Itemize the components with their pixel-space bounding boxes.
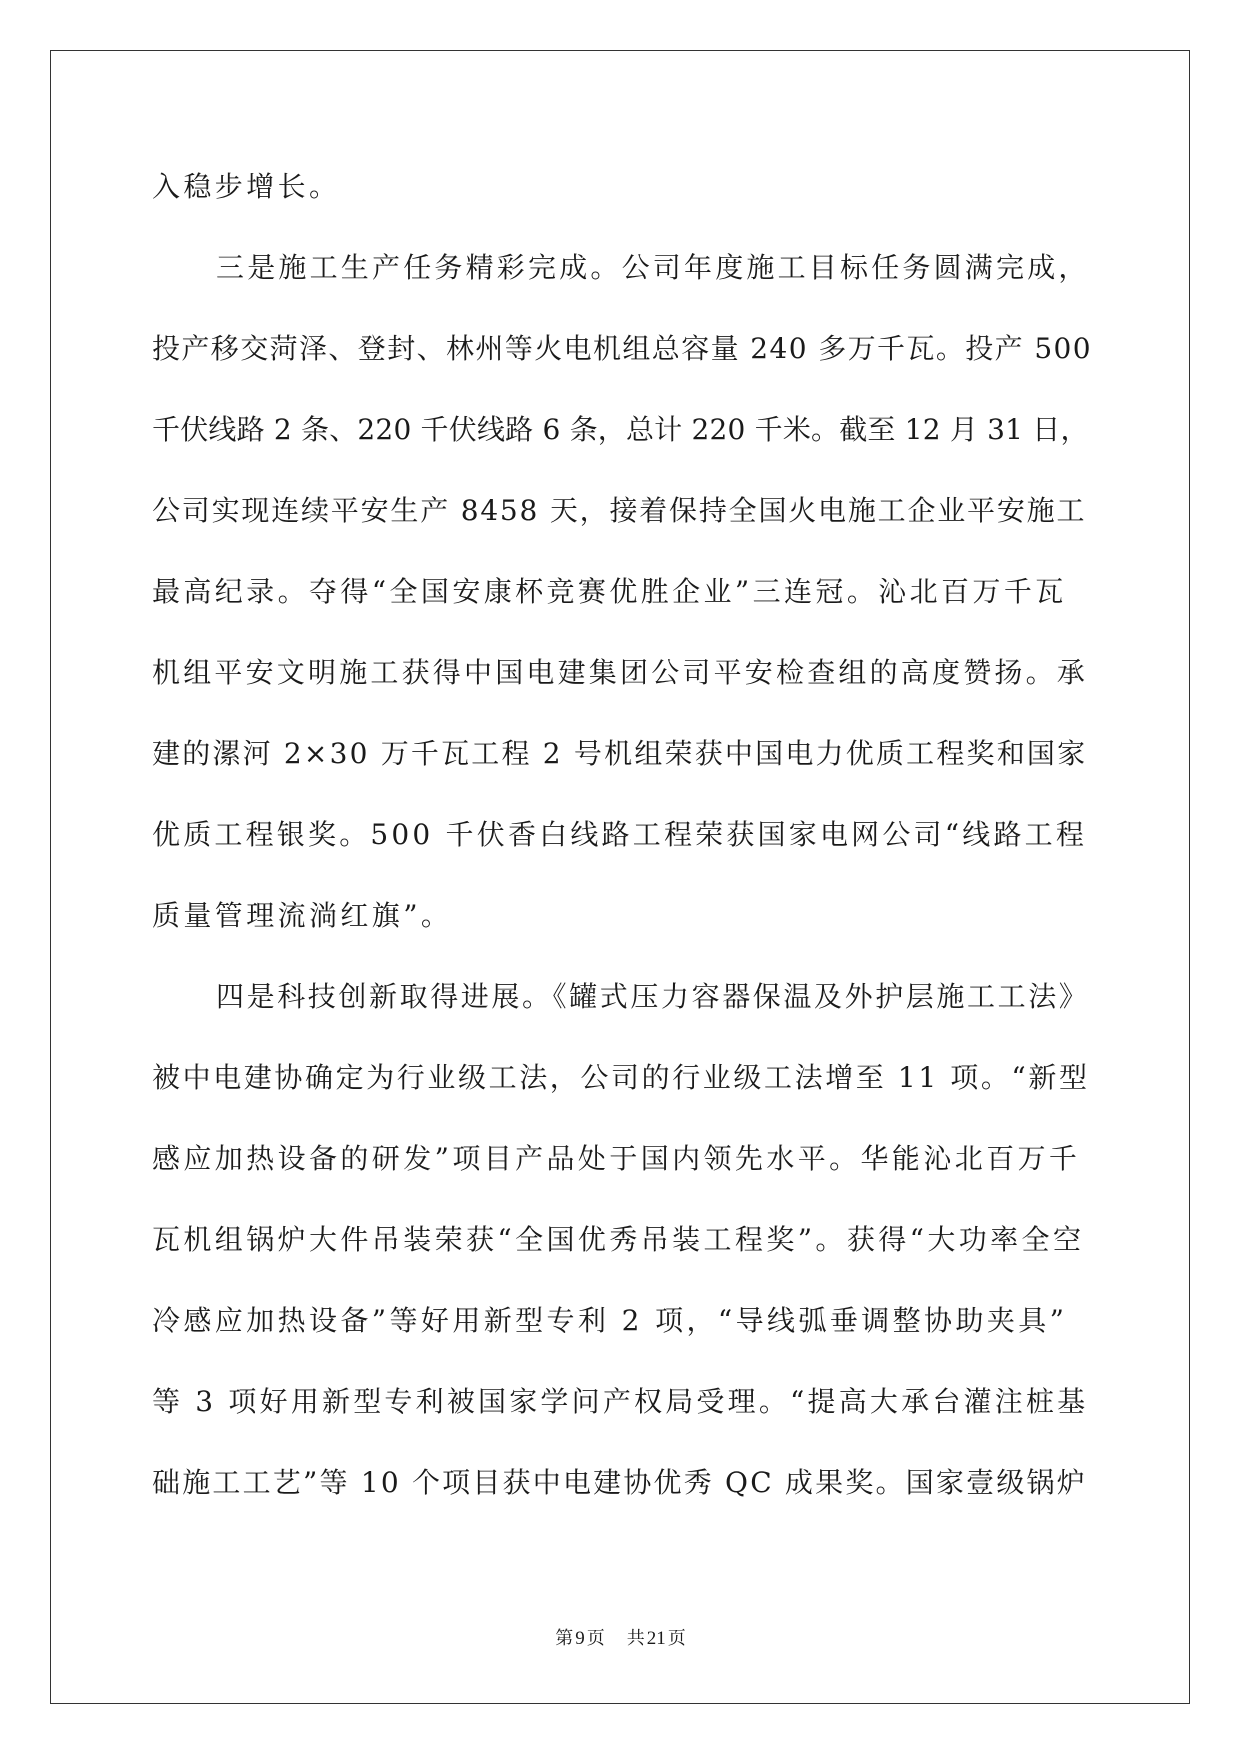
paragraph-start-line: 三是施工生产任务精彩完成。公司年度施工目标任务圆满完成， (216, 251, 1090, 284)
text-line: 冷感应加热设备”等好用新型专利 2 项，“导线弧垂调整协助夹具” (152, 1304, 1068, 1337)
text-line: 入稳步增长。 (152, 170, 341, 203)
text-line: 公司实现连续平安生产 8458 天，接着保持全国火电施工企业平安施工 (152, 494, 1087, 527)
text-line: 瓦机组锅炉大件吊装荣获“全国优秀吊装工程奖”。获得“大功率全空 (152, 1223, 1085, 1256)
text-line: 建的漯河 2×30 万千瓦工程 2 号机组荣获中国电力优质工程奖和国家 (152, 737, 1088, 770)
text-line: 等 3 项好用新型专利被国家学问产权局受理。“提高大承台灌注桩基 (152, 1385, 1089, 1418)
total-suffix: 页 (667, 1628, 686, 1649)
page-prefix: 第 (555, 1628, 574, 1649)
page-footer (0, 1624, 1241, 1650)
text-line: 投产移交菏泽、登封、林州等火电机组总容量 240 多万千瓦。投产 500 (152, 332, 1092, 365)
text-line: 优质工程银奖。500 千伏香白线路工程荣获国家电网公司“线路工程 (152, 818, 1088, 851)
text-line: 质量管理流淌红旗”。 (152, 899, 453, 932)
text-line: 础施工工艺”等 10 个项目获中电建协优秀 QC 成果奖。国家壹级锅炉 (152, 1466, 1087, 1499)
document-body (152, 167, 1092, 1544)
total-page-count: 21 (646, 1628, 666, 1649)
current-page-number: 9 (575, 1628, 585, 1649)
text-line: 千伏线路 2 条、220 千伏线路 6 条，总计 220 千米。截至 12 月 31 日， (152, 413, 1089, 446)
total-prefix: 共 (626, 1628, 645, 1649)
text-line: 感应加热设备的研发”项目产品处于国内领先水平。华能沁北百万千 (152, 1142, 1081, 1175)
paragraph-start-line: 四是科技创新取得进展。《罐式压力容器保温及外护层施工工法》 (216, 980, 1090, 1013)
text-line: 机组平安文明施工获得中国电建集团公司平安检查组的高度赞扬。承 (152, 656, 1089, 689)
text-line: 最高纪录。夺得“全国安康杯竞赛优胜企业”三连冠。沁北百万千瓦 (152, 575, 1067, 608)
text-line: 被中电建协确定为行业级工法，公司的行业级工法增至 11 项。“新型 (152, 1061, 1090, 1094)
page-suffix: 页 (586, 1628, 605, 1649)
